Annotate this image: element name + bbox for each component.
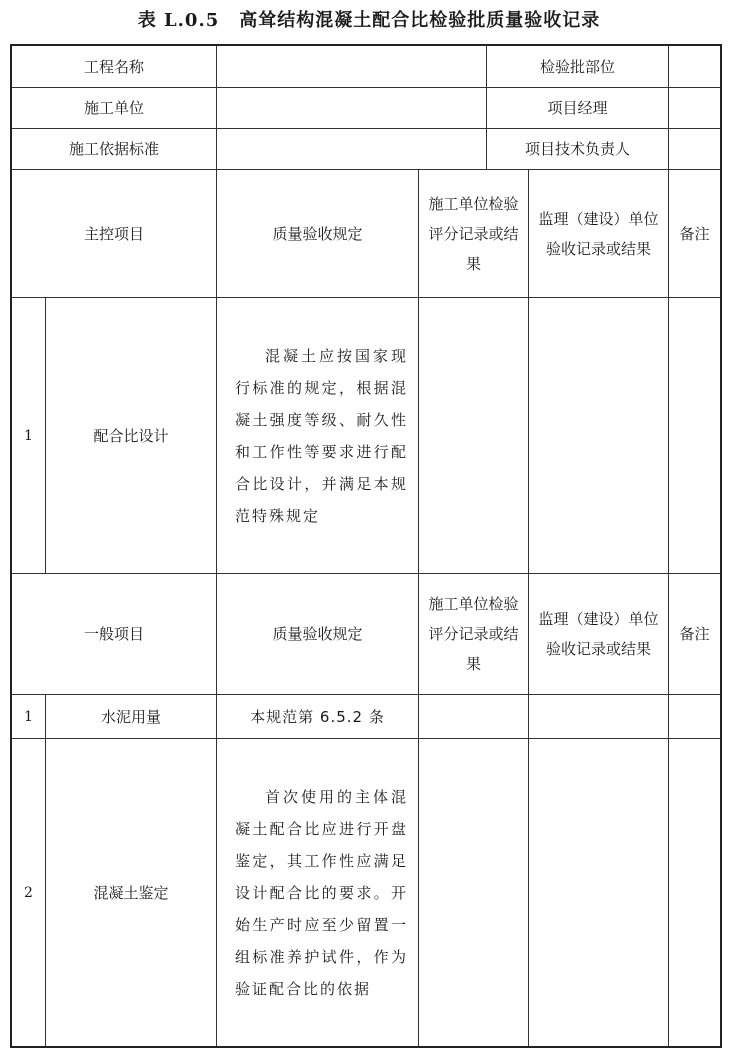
- general-item-2-number: 2: [12, 739, 46, 1046]
- general-item-1-remark[interactable]: [669, 695, 720, 739]
- general-remark-header: 备注: [669, 574, 720, 695]
- main-item-contractor-result[interactable]: [419, 298, 529, 574]
- main-rule-header: 质量验收规定: [217, 170, 419, 298]
- technical-lead-field[interactable]: [669, 129, 720, 170]
- general-item-2-rule: [217, 739, 419, 1046]
- standard-field[interactable]: [217, 129, 487, 170]
- main-item-remark[interactable]: [669, 298, 720, 574]
- main-item-name: 配合比设计: [46, 298, 217, 574]
- general-item-header: 一般项目: [12, 574, 217, 695]
- main-contractor-header: 施工单位检验评分记录或结果: [419, 170, 529, 298]
- general-item-1-contractor-result[interactable]: [419, 695, 529, 739]
- main-item-supervisor-result[interactable]: [529, 298, 669, 574]
- general-item-2-name: 混凝土鉴定: [46, 739, 217, 1046]
- general-item-2-contractor-result[interactable]: [419, 739, 529, 1046]
- main-item-header: 主控项目: [12, 170, 217, 298]
- technical-lead-label: 项目技术负责人: [487, 129, 669, 170]
- general-item-1-number: 1: [12, 695, 46, 739]
- project-manager-field[interactable]: [669, 88, 720, 129]
- table-title: [0, 6, 738, 32]
- batch-location-field[interactable]: [669, 46, 720, 88]
- contractor-field[interactable]: [217, 88, 487, 129]
- table-name: 高耸结构混凝土配合比检验批质量验收记录: [239, 10, 601, 31]
- general-item-2-rule-text: 首次使用的主体混凝土配合比应进行开盘鉴定，其工作性应满足设计配合比的要求。开始生产时应至少留置一组标准养护试件，作为验证配合比的依据: [235, 787, 408, 998]
- batch-location-label: 检验批部位: [487, 46, 669, 88]
- general-item-2-supervisor-result[interactable]: [529, 739, 669, 1046]
- project-name-label: 工程名称: [12, 46, 217, 88]
- main-item-rule-text: 混凝土应按国家现行标准的规定，根据混凝土强度等级、耐久性和工作性等要求进行配合比设计，并满足本规范特殊规定: [235, 346, 408, 525]
- main-supervisor-header: 监理（建设）单位验收记录或结果: [529, 170, 669, 298]
- contractor-label: 施工单位: [12, 88, 217, 129]
- project-name-field[interactable]: [217, 46, 487, 88]
- general-supervisor-header: 监理（建设）单位验收记录或结果: [529, 574, 669, 695]
- main-item-number: 1: [12, 298, 46, 574]
- general-rule-header: 质量验收规定: [217, 574, 419, 695]
- general-item-1-supervisor-result[interactable]: [529, 695, 669, 739]
- main-item-rule: [217, 298, 419, 574]
- general-item-2-remark[interactable]: [669, 739, 720, 1046]
- general-item-1-name: 水泥用量: [46, 695, 217, 739]
- general-contractor-header: 施工单位检验评分记录或结果: [419, 574, 529, 695]
- general-item-1-rule: 本规范第 6.5.2 条: [217, 695, 419, 739]
- table-code: 表 L.0.5: [137, 10, 220, 31]
- main-remark-header: 备注: [669, 170, 720, 298]
- acceptance-record-table: [10, 44, 722, 1048]
- project-manager-label: 项目经理: [487, 88, 669, 129]
- standard-label: 施工依据标准: [12, 129, 217, 170]
